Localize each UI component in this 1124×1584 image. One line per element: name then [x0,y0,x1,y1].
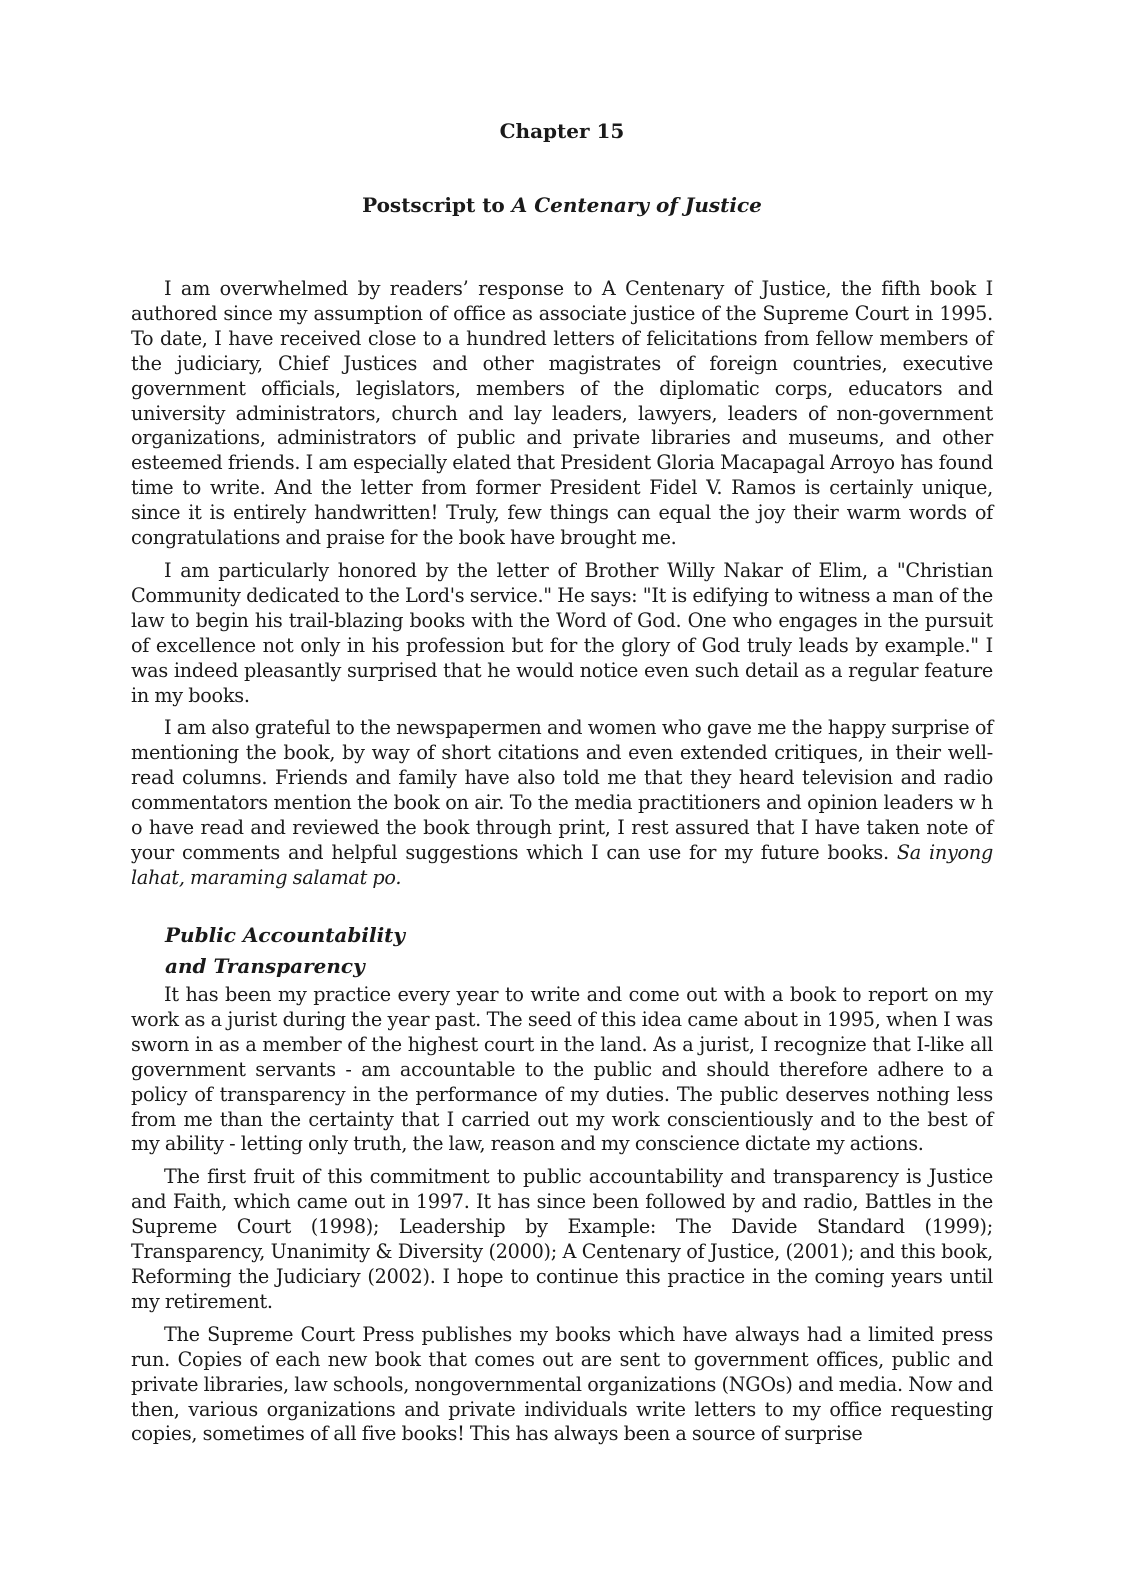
paragraph: The first fruit of this commitment to public accountability and transparency is Justice and Faith, which came out in 1997. It has since been followed by and radio, Battles in the Supreme Court (1998); Leadership by Example: The Davide Standard (1999); Transparency, Unanimity & Diversity (2000); A Centenary of Justice, (2001); and this book, Reforming the Judiciary (2002). I hope to continue this practice in the coming years until my retirement. [131,1165,993,1313]
section-heading [165,920,405,982]
paragraph: The Supreme Court Press publishes my books which have always had a limited press run. Copies of each new book that comes out are sent to government offices, public and private libraries, law schools, nongovernmental organizations (NGOs) and media. Now and then, various organizations and private individuals write letters to my office requesting copies, sometimes of all five books! This has always been a source of surprise [131,1322,993,1446]
paragraph [131,716,993,890]
chapter-title-prefix: Postscript to [362,193,512,217]
intro-text [131,277,993,899]
paragraph: It has been my practice every year to write and come out with a book to report on my work as a jurist during the year past. The seed of this idea came about in 1995, when I was sworn in as a member of the highest court in the land. As a jurist, I recognize that I-like all government servants - am accountable to the public and should therefore adhere to a policy of transparency in the performance of my duties. The public deserves nothing less from me than the certainty that I carried out my work conscientiously and to the best of my ability - letting only truth, the law, reason and my conscience dictate my actions. [131,983,993,1156]
chapter-number: Chapter 15 [499,119,625,143]
section-text [131,983,993,1455]
paragraph: I am overwhelmed by readers’ response to A Centenary of Justice, the fifth book I authored since my assumption of office as associate justice of the Supreme Court in 1995. To date, I have received close to a hundred letters of felicitations from fellow members of the judiciary, Chief Justices and other magistrates of foreign countries, executive government officials, legislators, members of the diplomatic corps, educators and university administrators, church and lay leaders, lawyers, leaders of non-government organizations, administrators of public and private libraries and museums, and other esteemed friends. I am especially elated that President Gloria Macapagal Arroyo has found time to write. And the letter from former President Fidel V. Ramos is certainly unique, since it is entirely handwritten! Truly, few things can equal the joy their warm words of congratulations and praise for the book have brought me. [131,277,993,550]
paragraph-italic-closing: Sa inyong lahat, maraming salamat po. [131,840,993,889]
chapter-title-book: A Centenary of Justice [511,193,762,217]
paragraph: I am particularly honored by the letter of Brother Willy Nakar of Elim, a "Christian Community dedicated to the Lord's service." He says: "It is edifying to witness a man of the law to begin his trail-blazing books with the Word of God. One who engages in the pursuit of excellence not only in his profession but for the glory of God truly leads by example." I was indeed pleasantly surprised that he would notice even such detail as a regular feature in my books. [131,558,993,707]
section-heading-line: Public Accountability [165,923,406,947]
section-heading-line: and Transparency [165,954,365,978]
paragraph-text: I am also grateful to the newspapermen and women who gave me the happy surprise of mentioning the book, by way of short citations and even extended critiques, in their well-read columns. Friends and family have also told me that they heard television and radio commentators mention the book on air. To the media practitioners and opinion leaders w h o have read and reviewed the book through print, I rest assured that I have taken note of your comments and helpful suggestions which I can use for my future books. [131,716,993,864]
chapter-title [131,192,993,218]
